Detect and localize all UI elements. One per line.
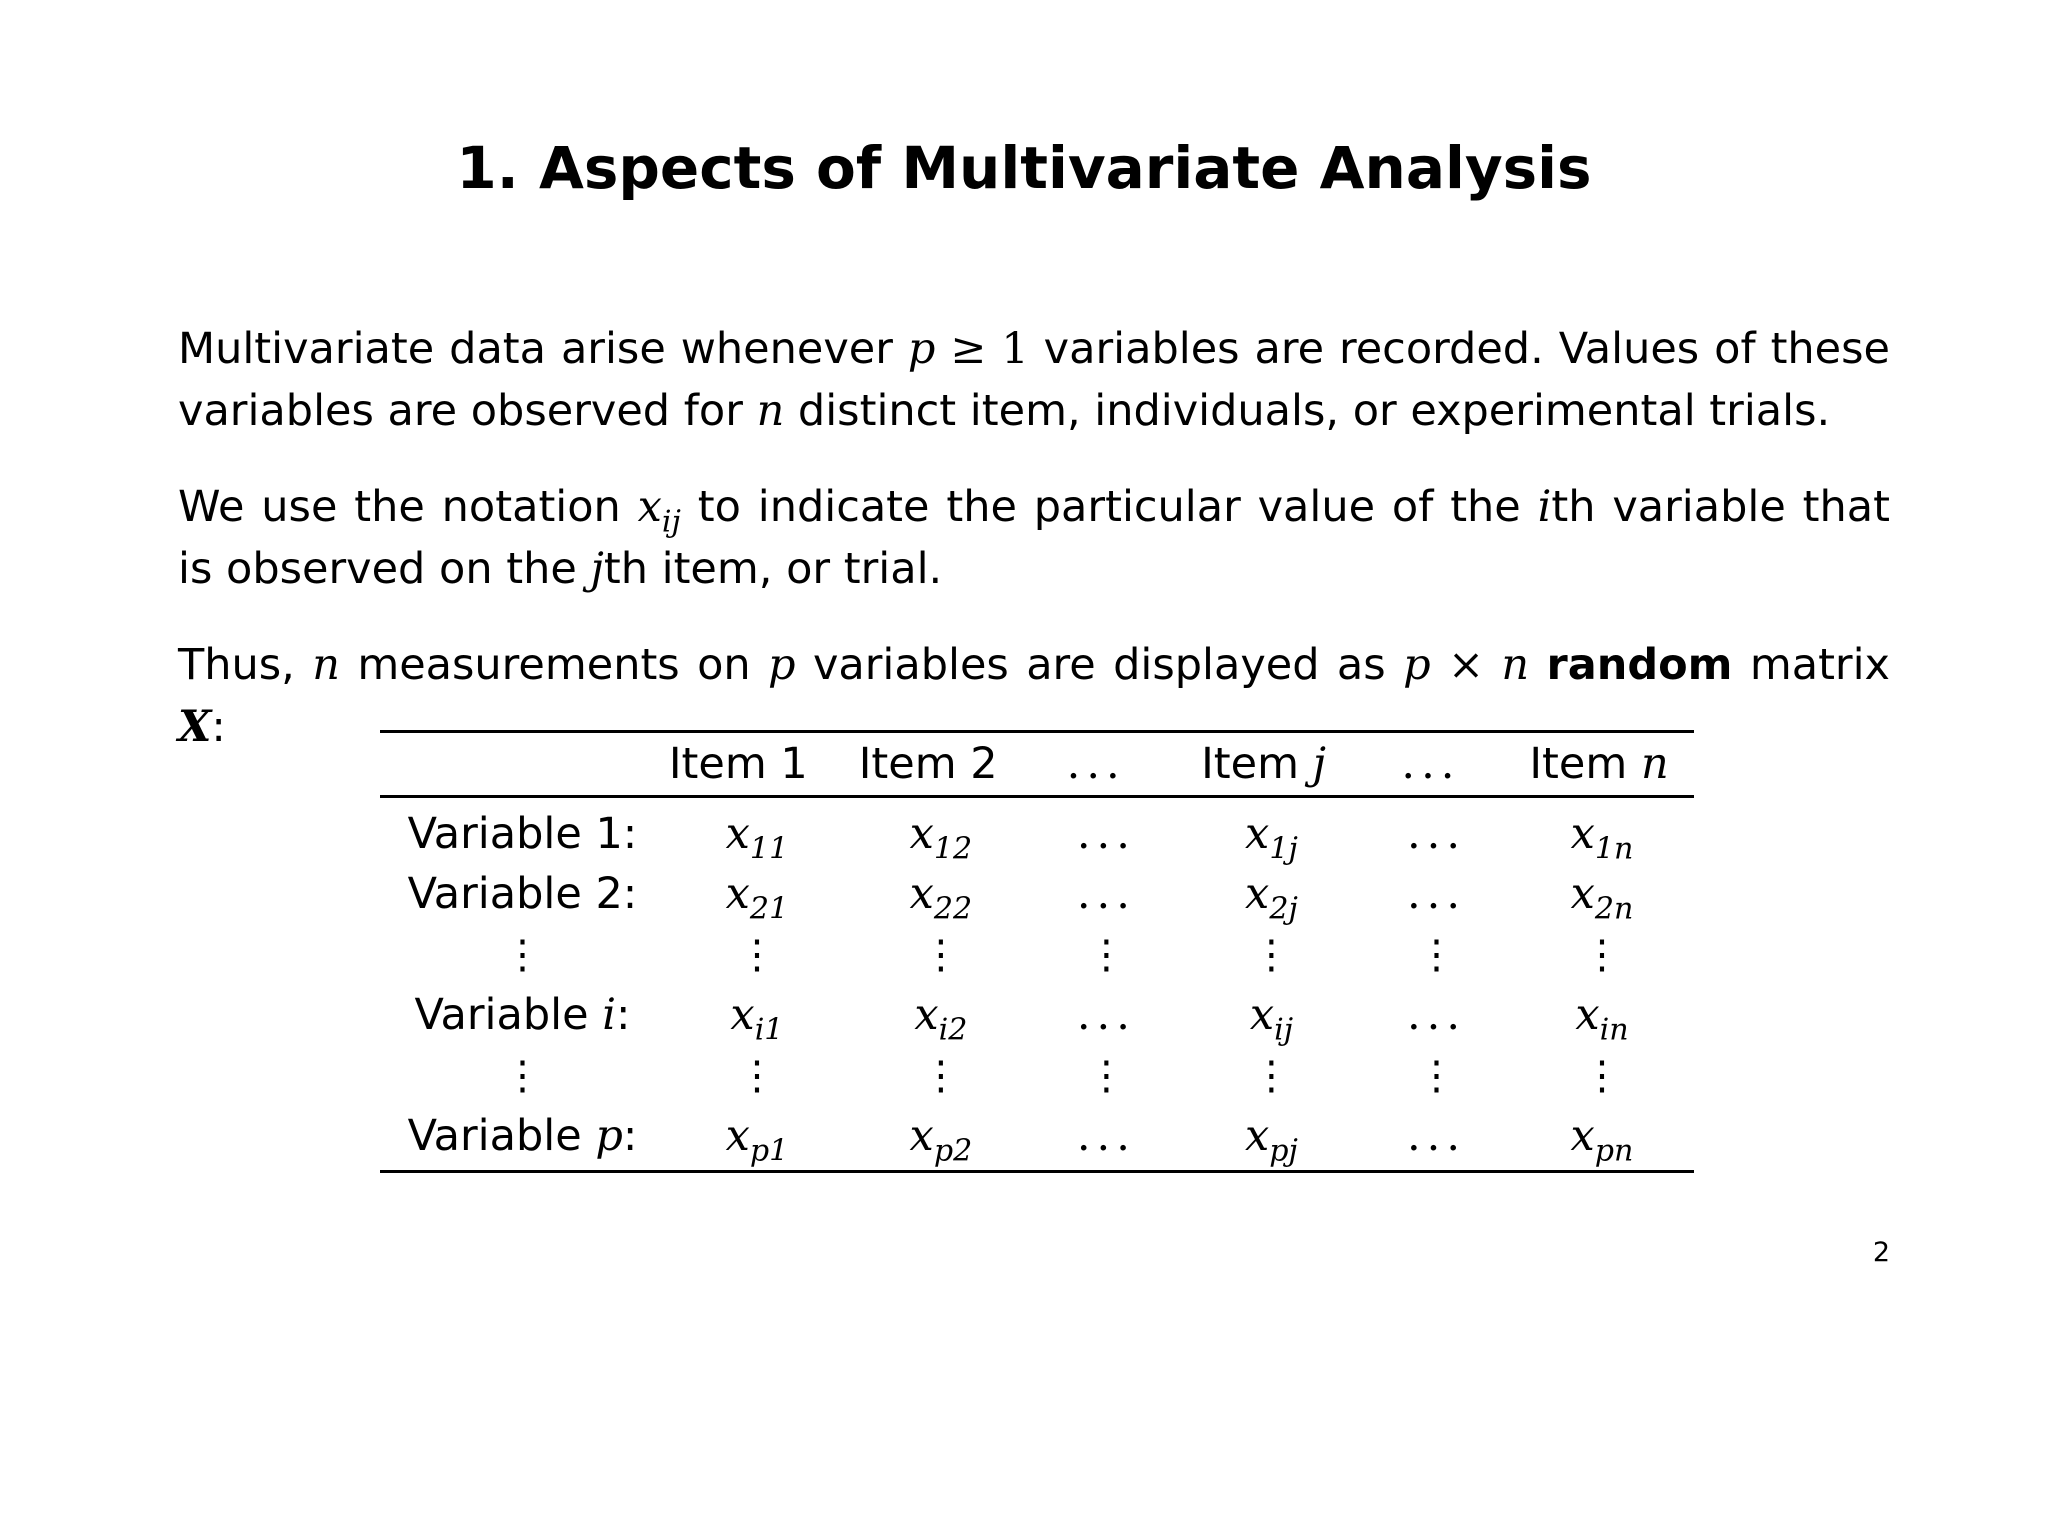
vdots-cell bbox=[380, 924, 665, 985]
math-j: j bbox=[590, 544, 604, 594]
text-run: Variable bbox=[414, 990, 603, 1040]
vdots: ⋮ bbox=[502, 1053, 543, 1099]
subscript: 1n bbox=[1594, 831, 1634, 867]
vdots-cell bbox=[849, 924, 1033, 985]
subscript: i2 bbox=[938, 1012, 968, 1048]
text-run: to indicate the particular value of the bbox=[680, 482, 1538, 532]
math-x: x bbox=[1575, 990, 1600, 1040]
math-x: x bbox=[914, 990, 939, 1040]
text-run: Thus, bbox=[178, 640, 313, 690]
ellipsis: ... bbox=[1406, 990, 1466, 1040]
table-cell bbox=[665, 985, 849, 1048]
text-run: Item bbox=[1529, 739, 1641, 789]
header-row bbox=[380, 733, 1694, 795]
subscript: 2n bbox=[1594, 891, 1634, 927]
math-i: i bbox=[602, 990, 616, 1040]
table-cell bbox=[1033, 985, 1180, 1045]
row-label: Variable 2: bbox=[407, 869, 638, 919]
math-n: n bbox=[1501, 640, 1530, 690]
table-cell bbox=[665, 1106, 849, 1170]
math-x: x bbox=[1570, 869, 1595, 919]
row-label: Variable 1: bbox=[407, 809, 638, 859]
vdots: ⋮ bbox=[1251, 932, 1292, 978]
subscript: 11 bbox=[749, 831, 789, 867]
vdots-cell bbox=[380, 1045, 665, 1106]
math-n: n bbox=[1640, 739, 1669, 789]
math-n: n bbox=[756, 386, 785, 436]
ellipsis: ... bbox=[1076, 809, 1136, 859]
subscript: in bbox=[1599, 1012, 1629, 1048]
text-run: variables are recorded. Values of these variables are observed for bbox=[178, 324, 1890, 436]
ellipsis: ... bbox=[1401, 739, 1461, 789]
table-cell bbox=[1510, 1106, 1694, 1170]
vdots: ⋮ bbox=[736, 1053, 777, 1099]
table-cell bbox=[1510, 864, 1694, 927]
ellipsis: ... bbox=[1406, 1111, 1466, 1161]
table-cell bbox=[849, 1106, 1033, 1170]
vdots-cell bbox=[1363, 924, 1510, 985]
vdots: ⋮ bbox=[1581, 1053, 1622, 1099]
table-cell bbox=[1363, 798, 1510, 864]
vdots: ⋮ bbox=[502, 932, 543, 978]
math-times: × bbox=[1430, 640, 1502, 690]
vdots: ⋮ bbox=[1416, 932, 1457, 978]
vdots-cell bbox=[1180, 924, 1363, 985]
header-item-j bbox=[1169, 733, 1358, 795]
subscript: 1j bbox=[1269, 831, 1298, 867]
vdots: ⋮ bbox=[1416, 1053, 1457, 1099]
vdots-row bbox=[380, 1045, 1694, 1106]
subscript: pj bbox=[1269, 1133, 1298, 1169]
table-cell bbox=[1363, 1106, 1510, 1170]
bold-random: random bbox=[1546, 640, 1733, 690]
math-x: x bbox=[909, 869, 934, 919]
table-cell bbox=[1180, 864, 1363, 927]
vdots-cell bbox=[1033, 924, 1180, 985]
subscript: p1 bbox=[749, 1133, 789, 1169]
subscript: pn bbox=[1594, 1133, 1634, 1169]
table-cell bbox=[1033, 1106, 1180, 1170]
math-p: p bbox=[595, 1111, 623, 1161]
subscript: 22 bbox=[933, 891, 973, 927]
math-x: x bbox=[1249, 990, 1275, 1040]
vdots: ⋮ bbox=[1581, 932, 1622, 978]
table-cell bbox=[1510, 985, 1694, 1048]
vdots-cell bbox=[1363, 1045, 1510, 1106]
text-run: measurements on bbox=[339, 640, 769, 690]
math-x: x bbox=[1244, 1111, 1270, 1161]
math-subscript-ij: ij bbox=[661, 504, 681, 540]
math-x: x bbox=[725, 869, 750, 919]
vdots-cell bbox=[1510, 924, 1694, 985]
subscript: 21 bbox=[749, 891, 789, 927]
math-x: x bbox=[909, 1111, 934, 1161]
text-run: : bbox=[616, 990, 631, 1040]
vdots: ⋮ bbox=[1251, 1053, 1292, 1099]
text-run: th variable that is observed on the bbox=[178, 482, 1890, 594]
header-item-n bbox=[1504, 733, 1694, 795]
text-run: We use the notation bbox=[178, 482, 638, 532]
text-run: : bbox=[211, 702, 226, 752]
row-label bbox=[380, 985, 665, 1045]
table-cell bbox=[1033, 798, 1180, 864]
text-run: Item bbox=[1201, 739, 1313, 789]
table-cell bbox=[1363, 985, 1510, 1045]
data-matrix-table bbox=[380, 730, 1694, 1173]
ellipsis: ... bbox=[1076, 1111, 1136, 1161]
text-run: matrix bbox=[1732, 640, 1891, 690]
text-run: distinct item, individuals, or experimental trials. bbox=[784, 386, 1831, 436]
math-x: x bbox=[909, 809, 934, 859]
header-item-1: Item 1 bbox=[668, 739, 808, 789]
text-run: Multivariate data arise whenever bbox=[178, 324, 908, 374]
vdots-cell bbox=[1180, 1045, 1363, 1106]
subscript: p2 bbox=[933, 1133, 973, 1169]
matrix-table bbox=[380, 733, 1694, 795]
math-n: n bbox=[312, 640, 340, 690]
text-run: Variable bbox=[407, 1111, 596, 1161]
vdots: ⋮ bbox=[1086, 1053, 1127, 1099]
table-cell bbox=[849, 798, 1033, 867]
math-x: x bbox=[725, 809, 750, 859]
paragraph-multivariate-data bbox=[178, 318, 1890, 442]
table-cell bbox=[849, 864, 1033, 927]
math-p: p bbox=[768, 640, 796, 690]
vdots-cell bbox=[849, 1045, 1033, 1106]
table-row bbox=[380, 1106, 1694, 1170]
math-i: i bbox=[1537, 482, 1552, 532]
vdots-cell bbox=[665, 924, 849, 985]
subscript: 12 bbox=[933, 831, 973, 867]
math-x: x bbox=[725, 1111, 750, 1161]
table-row bbox=[380, 864, 1694, 924]
header-dots bbox=[1023, 733, 1169, 795]
math-geq-1: ≥ 1 bbox=[935, 324, 1029, 374]
page-number: 2 bbox=[1872, 1237, 1890, 1268]
table-cell bbox=[1510, 798, 1694, 867]
math-matrix-X: X bbox=[178, 702, 212, 752]
table-cell bbox=[1180, 1106, 1363, 1170]
slide-title: 1. Aspects of Multivariate Analysis bbox=[456, 134, 1592, 202]
ellipsis: ... bbox=[1076, 869, 1136, 919]
vdots-cell bbox=[1033, 1045, 1180, 1106]
text-run: : bbox=[622, 1111, 638, 1161]
ellipsis: ... bbox=[1066, 739, 1126, 789]
subscript: ij bbox=[1274, 1012, 1294, 1048]
vdots-row bbox=[380, 924, 1694, 985]
table-row bbox=[380, 985, 1694, 1045]
math-x: x bbox=[1570, 1111, 1595, 1161]
paragraph-notation bbox=[178, 476, 1890, 600]
math-x: x bbox=[730, 990, 755, 1040]
table-cell bbox=[1180, 985, 1363, 1048]
math-x: x bbox=[1245, 809, 1270, 859]
subscript: 2j bbox=[1269, 891, 1298, 927]
math-x: x bbox=[1570, 809, 1595, 859]
math-j: j bbox=[1312, 739, 1327, 789]
math-x: x bbox=[1245, 869, 1270, 919]
text-run: variables are displayed as bbox=[795, 640, 1404, 690]
table-row bbox=[380, 798, 1694, 864]
bottom-rule bbox=[380, 1170, 1694, 1173]
table-cell bbox=[1033, 864, 1180, 924]
vdots: ⋮ bbox=[920, 932, 961, 978]
header-item-2: Item 2 bbox=[858, 739, 998, 789]
math-p: p bbox=[1403, 640, 1431, 690]
math-x: x bbox=[637, 482, 662, 532]
math-p: p bbox=[907, 324, 936, 374]
table-cell bbox=[849, 985, 1033, 1048]
header-dots bbox=[1358, 733, 1504, 795]
ellipsis: ... bbox=[1406, 809, 1466, 859]
table-cell bbox=[665, 864, 849, 927]
header-empty bbox=[380, 733, 643, 795]
vdots: ⋮ bbox=[736, 932, 777, 978]
matrix-body bbox=[380, 798, 1694, 1170]
table-cell bbox=[1363, 864, 1510, 924]
row-label bbox=[380, 1106, 665, 1170]
ellipsis: ... bbox=[1076, 990, 1136, 1040]
vdots-cell bbox=[665, 1045, 849, 1106]
subscript: i1 bbox=[754, 1012, 784, 1048]
table-cell bbox=[1180, 798, 1363, 867]
ellipsis: ... bbox=[1406, 869, 1466, 919]
text-run: th item, or trial. bbox=[603, 544, 943, 594]
vdots-cell bbox=[1510, 1045, 1694, 1106]
vdots: ⋮ bbox=[920, 1053, 961, 1099]
table-cell bbox=[665, 798, 849, 867]
vdots: ⋮ bbox=[1086, 932, 1127, 978]
